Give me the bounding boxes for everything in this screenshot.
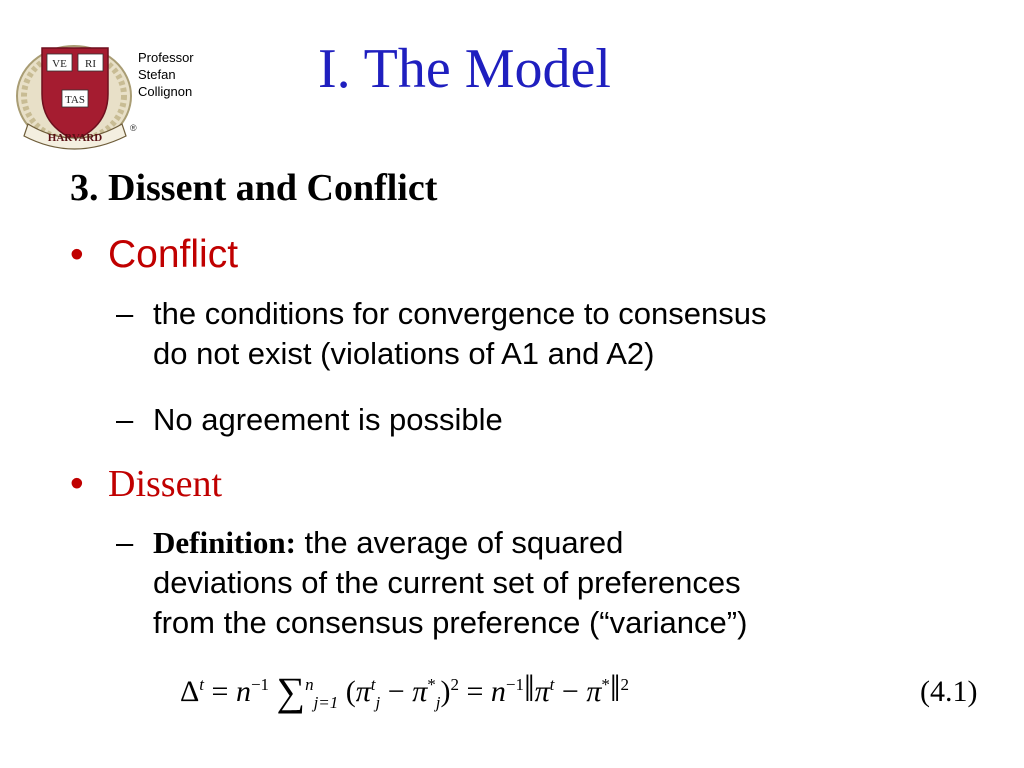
section-heading: 3. Dissent and Conflict xyxy=(70,167,438,209)
bullet-dissent xyxy=(70,458,222,510)
definition-label: Definition: xyxy=(153,525,296,560)
dissent-formula xyxy=(180,666,629,714)
sub-item-line: from the consensus preference (“variance”) xyxy=(153,605,748,640)
bullet-label: Dissent xyxy=(108,463,222,505)
formula-pi: π xyxy=(355,675,371,708)
svg-text:RI: RI xyxy=(85,58,96,70)
formula-sub: j=1 xyxy=(313,693,339,712)
harvard-logo xyxy=(12,40,140,152)
svg-text:VE: VE xyxy=(52,58,67,70)
author-line: Collignon xyxy=(138,84,193,99)
author-credit xyxy=(138,49,194,100)
equation-number: (4.1) xyxy=(920,675,978,708)
formula-sub: j xyxy=(375,693,381,712)
definition-text: the average of squared xyxy=(295,525,624,560)
formula-sup: −1 xyxy=(505,675,524,694)
svg-text:TAS: TAS xyxy=(65,94,85,106)
formula-n: n xyxy=(235,675,251,708)
formula-pi: π xyxy=(412,675,428,708)
formula-sup: −1 xyxy=(250,675,270,694)
formula-norm: ‖ xyxy=(609,668,621,710)
formula-delta: Δ xyxy=(180,675,200,708)
bullet-symbol: • xyxy=(70,462,84,505)
registered-mark: ® xyxy=(130,123,137,133)
dash-symbol: – xyxy=(116,402,134,437)
bullet-symbol: • xyxy=(70,233,84,276)
formula-sup: * xyxy=(601,675,610,694)
formula-pi: π xyxy=(534,675,550,708)
author-line: Stefan xyxy=(138,67,176,82)
formula-sup: t xyxy=(199,675,205,694)
sub-item-line: No agreement is possible xyxy=(153,402,503,437)
sub-item-line xyxy=(153,523,973,563)
formula-equals: = xyxy=(466,675,484,708)
formula-sup: t xyxy=(370,675,376,694)
bullet-label: Conflict xyxy=(108,233,239,276)
formula-sup: t xyxy=(549,675,555,694)
formula-minus: − xyxy=(387,675,405,708)
formula-equals: = xyxy=(211,675,229,708)
dash-symbol: – xyxy=(116,296,134,331)
formula-sup: * xyxy=(427,675,436,694)
formula-minus: − xyxy=(561,675,579,708)
dash-symbol: – xyxy=(116,525,134,560)
formula-sub: j xyxy=(435,693,441,712)
formula-paren: ( xyxy=(345,675,356,708)
formula-pi: π xyxy=(586,675,602,708)
formula-sum: ∑ xyxy=(276,669,306,714)
bullet-conflict xyxy=(70,228,238,282)
formula-paren: ) xyxy=(440,675,451,708)
formula-norm: ‖ xyxy=(523,668,535,710)
formula-sup: n xyxy=(305,675,314,694)
author-line: Professor xyxy=(138,50,194,65)
formula-sup: 2 xyxy=(450,675,459,694)
slide-title: I. The Model xyxy=(318,38,611,100)
formula-n: n xyxy=(490,675,506,708)
sub-item-line: do not exist (violations of A1 and A2) xyxy=(153,336,655,371)
sub-item-line: deviations of the current set of preferences xyxy=(153,565,741,600)
formula-sup: 2 xyxy=(620,675,630,694)
sub-item-line: the conditions for convergence to consensus xyxy=(153,296,767,331)
ribbon-text: HARVARD xyxy=(47,132,103,144)
